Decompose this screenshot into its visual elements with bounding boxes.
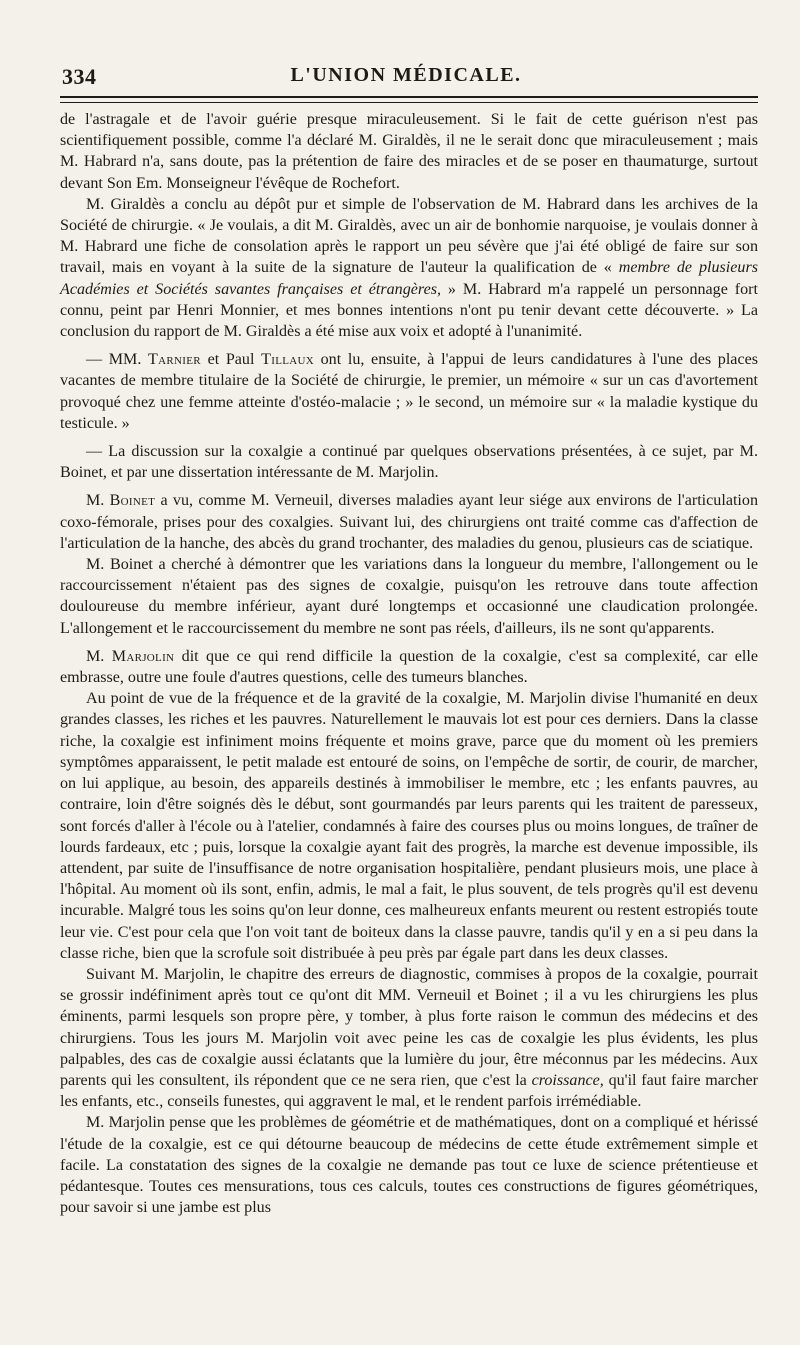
paragraph-1: [60, 109, 758, 194]
paragraph-text: dit que ce qui rend difficile la question de la coxalgie, c'est sa complexité, car elle embrasse, outre une foule d'autres questions, celle des tumeurs blanches.: [60, 647, 759, 687]
paragraph-2: [60, 194, 758, 342]
author-name-boinet: Boinet: [109, 492, 156, 510]
paragraph-text: Suivant M. Marjolin, le chapitre des erreurs de diagnostic, commises à propos de la coxalgie, pourrait se grossir indéfiniment après tout ce qu'ont dit MM. Verneuil et Boinet ; il a vu les chirurgiens les plus éminents, parmi lesquels son propre père, y tomber, à plus forte raison le commun des médecins et des chirurgiens. Tous les jours M. Marjolin voit avec peine les cas de coxalgie les plus évidents, les plus palpables, des cas de coxalgie aussi éclatants que la lumière du jour, être méconnus par les médecins. Aux parents qui les consultent, ils répondent que ce ne sera rien, que c'est la: [60, 965, 758, 1089]
paragraph-8: [60, 688, 758, 964]
paragraph-text: et Paul: [200, 351, 262, 369]
paragraph-3: [60, 349, 758, 434]
header-rule: [60, 96, 758, 103]
paragraph-5: [60, 490, 758, 554]
author-name-tillaux: Tillaux: [261, 351, 314, 369]
italic-word: croissance,: [531, 1071, 604, 1089]
author-name-marjolin: Marjolin: [111, 647, 175, 665]
article-body: [60, 109, 758, 1218]
paragraph-lead: M.: [86, 647, 112, 665]
paragraph-4: [60, 441, 758, 483]
paragraph-text: M. Marjolin pense que les problèmes de géométrie et de mathématiques, dont on a compliqué et hérissé l'étude de la coxalgie, est ce qui détourne beaucoup de médecins de cette étude extrêmement simple et facile. La constatation des signes de la coxalgie ne demande pas tout ce luxe de science prétentieuse et pédantesque. Toutes ces mensurations, tous ces calculs, toutes ces constructions de figures géométriques, pour savoir si une jambe est plus: [60, 1114, 758, 1217]
page-number: 334: [62, 64, 97, 89]
paragraph-text: Au point de vue de la fréquence et de la gravité de la coxalgie, M. Marjolin divise l'humanité en deux grandes classes, les riches et les pauvres. Naturellement le mauvais lot est pour ces derniers. Dans la classe riche, la coxalgie est infiniment moins fréquente et moins grave, parce que du moment où les premiers symptômes apparaissent, le petit malade est entouré de soins, on l'empêche de sortir, de courir, de marcher, on lui applique, au besoin, des appareils destinés à immobiliser le membre, etc ; les enfants pauvres, au contraire, loin d'être soignés dès le début, sont gourmandés par leurs parents qui les traitent de paresseux, sont forcés d'aller à l'école ou à l'atelier, condamnés à faire des courses plus ou moins longues, de traîner de lourds fardeaux, etc ; puis, lorsque la coxalgie ayant fait des progrès, la marche est devenue impossible, ils attendent, par suite de l'insuffisance de notre organisation hospitalière, pendant plusieurs mois, une place à l'hôpital. Au moment où ils sont, enfin, admis, le mal a fait, le plus souvent, de tels progrès qu'il est devenu incurable. Malgré tous les soins qu'on leur donne, ces malheureux enfants meurent ou restent estropiés toute leur vie. C'est pour cela que l'on voit tant de boiteux dans la classe pauvre, tandis qu'il y en a si peu dans la classe riche, bien que la scrofule soit distribuée à peu près par égale part dans les deux classes.: [60, 690, 758, 962]
journal-title: L'UNION MÉDICALE.: [290, 64, 522, 86]
paragraph-10: [60, 1112, 758, 1218]
paragraph-text: » M. Habrard m'a rappelé un personnage fort connu, peint par Henri Monnier, et mes bonnes intentions n'ont pu tenir devant cette découverte. » La conclusion du rapport de M. Giraldès a été mise aux voix et adopté à l'unanimité.: [60, 280, 758, 341]
paragraph-6: [60, 554, 758, 639]
paragraph-text: qu'il faut faire marcher les enfants, etc., conseils funestes, qui aggravent le mal, et le rendent parfois irrémédiable.: [60, 1071, 758, 1111]
paragraph-text: M. Boinet a cherché à démontrer que les variations dans la longueur du membre, l'allongement ou le raccourcissement n'étaient pas des signes de coxalgie, puisqu'on les retrouve dans toute affection douloureuse du membre inférieur, ayant duré longtemps et occasionné une claudication prolongée. L'allongement et le raccourcissement du membre ne sont pas réels, d'ailleurs, ils ne sont qu'apparents.: [60, 556, 758, 637]
paragraph-text: de l'astragale et de l'avoir guérie presque miraculeusement. Si le fait de cette guérison n'est pas scientifiquement possible, comme l'a déclaré M. Giraldès, il ne le serait donc que miraculeusement ; mais M. Habrard n'a, sans doute, pas la prétention de faire des miracles et de se poser en thaumaturge, surtout devant Son Em. Monseigneur l'évêque de Rochefort.: [60, 111, 758, 192]
paragraph-lead: — MM.: [86, 351, 149, 369]
paragraph-9: [60, 964, 758, 1112]
paragraph-text: a vu, comme M. Verneuil, diverses maladies ayant leur siége aux environs de l'articulation coxo-fémorale, prises pour des coxalgies. Suivant lui, des chirurgiens ont traité comme cas d'affection de l'articulation de la hanche, des abcès du grand trochanter, des maladies du genou, plusieurs cas de sciatique.: [60, 492, 758, 552]
paragraph-text: M. Giraldès a conclu au dépôt pur et simple de l'observation de M. Habrard dans les archives de la Société de chirurgie. « Je voulais, a dit M. Giraldès, avec un air de bonhomie narquoise, je voulais donner à M. Habrard une fiche de consolation après le rapport un peu sévère que j'ai été obligé de faire sur son travail, mais en voyant à la suite de la signature de l'auteur la qualification de «: [60, 195, 758, 277]
paragraph-7: [60, 646, 758, 688]
italic-quote: membre de plusieurs Académies et Sociétés savantes françaises et étrangères,: [60, 259, 758, 298]
paragraph-text: — La discussion sur la coxalgie a continué par quelques observations présentées, à ce sujet, par M. Boinet, et par une dissertation intéressante de M. Marjolin.: [60, 443, 758, 482]
paragraph-text: ont lu, ensuite, à l'appui de leurs candidatures à l'une des places vacantes de membre titulaire de la Société de chirurgie, le premier, un mémoire « sur un cas d'avortement provoqué chez une femme atteinte d'ostéo-malacie ; » le second, un mémoire sur « la maladie kystique du testicule. »: [60, 351, 758, 432]
paragraph-lead: M.: [86, 492, 110, 510]
author-name-tarnier: Tarnier: [148, 351, 201, 369]
running-head: [54, 62, 758, 96]
